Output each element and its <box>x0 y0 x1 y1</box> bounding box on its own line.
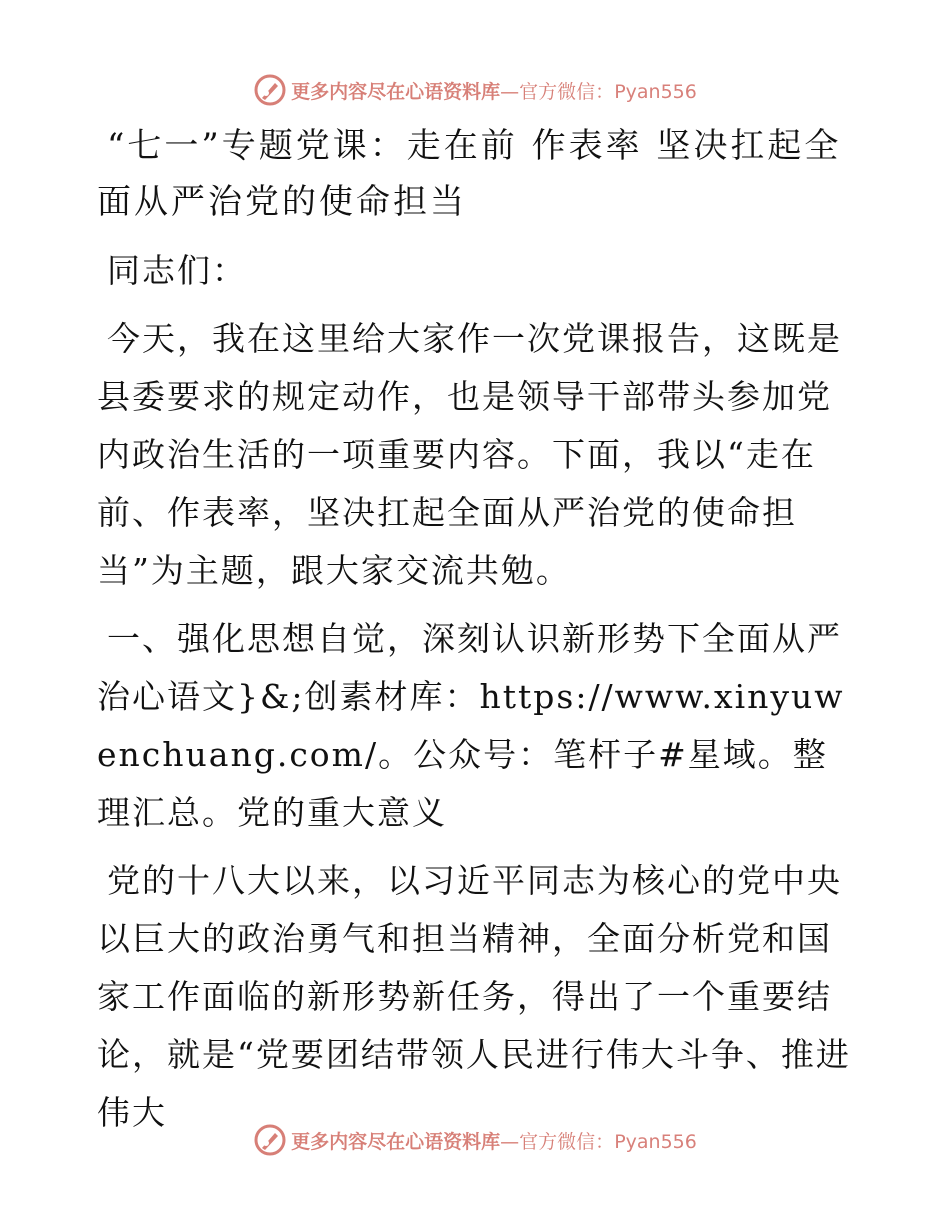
header-watermark <box>0 70 950 110</box>
section-heading-1: 一、强化思想自觉，深刻认识新形势下全面从严治心语文}&;创素材库：https://www.xinyuwenchuang.com/。公众号：笔杆子#星域。整理汇总。党的重大意义 <box>97 619 845 832</box>
footer-watermark <box>0 1120 950 1160</box>
watermark-text: 更多内容尽在心语资料库—官方微信：Pyan556 <box>291 80 697 103</box>
document-title: “七一”专题党课：走在前 作表率 坚决扛起全面从严治党的使命担当 <box>97 126 842 222</box>
salutation: 同志们： <box>107 251 247 290</box>
watermark-text: 更多内容尽在心语资料库—官方微信：Pyan556 <box>291 1130 697 1153</box>
paragraph-intro: 今天，我在这里给大家作一次党课报告，这既是县委要求的规定动作，也是领导干部带头参加党内政治生活的一项重要内容。下面，我以“走在前、作表率，坚决扛起全面从严治党的使命担当”为主题，跟大家交流共勉。 <box>97 319 842 590</box>
paragraph-body: 党的十八大以来，以习近平同志为核心的党中央以巨大的政治勇气和担当精神，全面分析党和国家工作面临的新形势新任务，得出了一个重要结论，就是“党要团结带领人民进行伟大斗争、推进伟大 <box>97 861 851 1132</box>
pen-seal-logo-icon <box>253 73 287 107</box>
pen-seal-logo-icon <box>253 1123 287 1157</box>
document-body <box>97 118 853 1152</box>
